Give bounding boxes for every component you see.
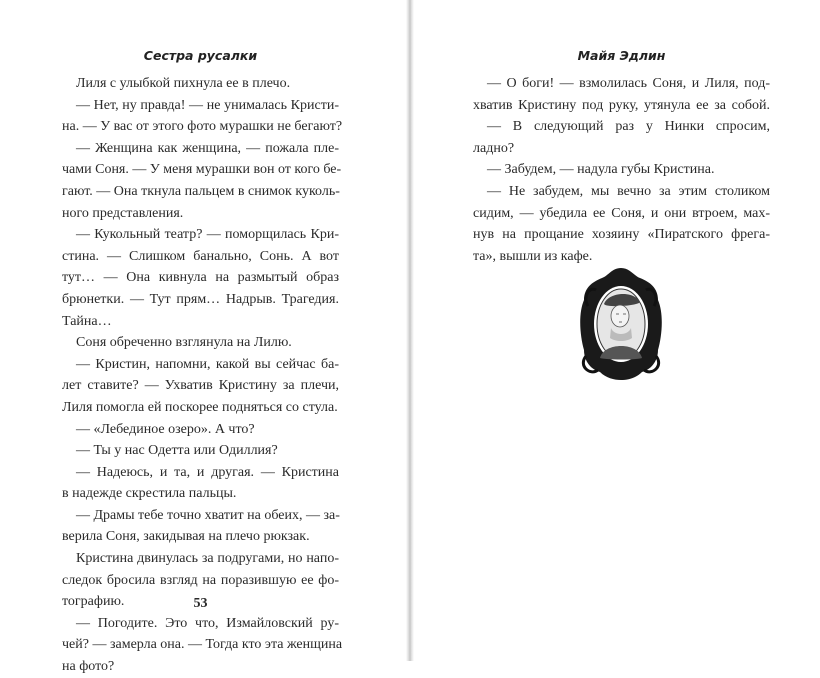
left-page bbox=[0, 0, 410, 675]
text-line: на. — У вас от этого фото мурашки не бегают? bbox=[62, 119, 343, 135]
text-line: ладно? bbox=[473, 140, 515, 156]
text-line: Тайна… bbox=[62, 313, 112, 329]
text-line: — Нет, ну правда! — не унималась Кристи- bbox=[76, 97, 339, 113]
text-line: — Не забудем, мы вечно за этим столиком bbox=[487, 183, 770, 199]
text-line: гают. — Она ткнула пальцем в снимок куколь- bbox=[62, 183, 340, 199]
text-line: Лиля с улыбкой пихнула ее в плечо. bbox=[76, 76, 291, 91]
text-line: ного представления. bbox=[62, 205, 184, 221]
text-line: следок бросила взгляд на поразившую ее фо- bbox=[62, 572, 339, 588]
text-line: брюнетки. — Тут прям… Надрыв. Трагедия. bbox=[62, 291, 339, 307]
text-line: Кристина двинулась за подругами, но напо- bbox=[76, 551, 339, 567]
text-line: хватив Кристину под руку, утянула ее за собой. bbox=[473, 97, 770, 113]
page-number: 53 bbox=[193, 596, 208, 611]
text-line: стина. — Слишком банально, Сонь. А вот bbox=[62, 248, 339, 264]
text-line: на фото? bbox=[62, 659, 115, 675]
text-line: нув на прощание хозяину «Пиратского фрега- bbox=[473, 227, 770, 243]
text-line: тут… — Она кивнула на размытый образ bbox=[62, 270, 339, 286]
text-line: в надежде скрестила пальцы. bbox=[62, 486, 237, 502]
text-line: — Забудем, — надула губы Кристина. bbox=[487, 162, 715, 178]
text-line: — Драмы тебе точно хватит на обеих, — за- bbox=[76, 507, 340, 523]
text-line: Лиля помогла ей поскорее подняться со стула. bbox=[62, 399, 338, 415]
text-line: — «Лебединое озеро». А что? bbox=[76, 421, 255, 437]
text-line: тографию. bbox=[62, 594, 125, 610]
text-line: чей? — замерла она. — Тогда кто эта женщина bbox=[62, 637, 343, 653]
text-line: — Надеюсь, и та, и другая. — Кристина bbox=[76, 464, 339, 480]
left-page-text bbox=[62, 73, 343, 678]
right-page bbox=[410, 0, 820, 661]
text-line: Соня обреченно взглянула на Лилю. bbox=[76, 335, 292, 351]
text-line: — Кукольный театр? — поморщилась Кри- bbox=[76, 227, 339, 243]
portrait-vignette-icon bbox=[578, 266, 664, 382]
text-line: — О боги! — взмолилась Соня, и Лиля, под- bbox=[487, 76, 770, 91]
text-line: — В следующий раз у Нинки спросим, bbox=[487, 119, 770, 135]
running-header-book-title: Сестра русалки bbox=[143, 48, 258, 63]
text-line: верила Соня, закидывая на плечо рюкзак. bbox=[62, 529, 310, 545]
text-line: — Женщина как женщина, — пожала пле- bbox=[76, 140, 339, 156]
book-gutter bbox=[406, 0, 414, 661]
running-header-author: Майя Эдлин bbox=[577, 48, 666, 63]
text-line: — Погодите. Это что, Измайловский ру- bbox=[76, 615, 339, 631]
text-line: та», вышли из кафе. bbox=[473, 248, 593, 264]
right-page-text bbox=[473, 73, 770, 267]
text-line: чами Соня. — У меня мурашки вон от кого бе- bbox=[62, 162, 342, 178]
text-line: — Кристин, напомни, какой вы сейчас ба- bbox=[76, 356, 339, 372]
text-line: сидим, — убедила ее Соня, и они втроем, мах- bbox=[473, 205, 770, 221]
text-line: лет ставите? — Ухватив Кристину за плечи, bbox=[62, 378, 339, 394]
text-line: — Ты у нас Одетта или Одиллия? bbox=[76, 443, 278, 459]
